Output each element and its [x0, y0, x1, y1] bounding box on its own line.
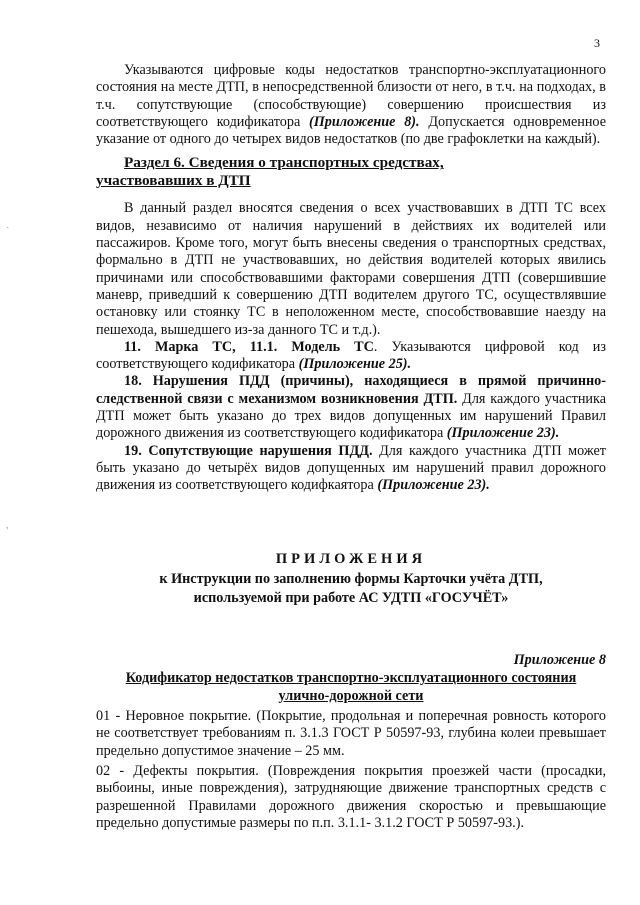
- section-6-heading: Раздел 6. Сведения о транспортных средствах, участвовавших в ДТП: [96, 154, 444, 190]
- paragraph-item-19: 19. Сопутствующие нарушения ПДД. Для каждого участника ДТП может быть указано до четырёх видов допущенных им нарушений правил дорожного движения из соответствующего кодифкаятора (Приложение 23).: [96, 442, 607, 494]
- page-number: 3: [594, 36, 600, 50]
- margin-mark: ˏ: [6, 218, 10, 229]
- appendix-subtitle: к Инструкции по заполнению формы Карточки учёта ДТП, используемой при работе АС УДТП «ГОСУЧЁТ»: [159, 570, 543, 606]
- annex-8-reference: Приложение 8: [513, 651, 606, 668]
- code-item-02: 02 - Дефекты покрытия. (Повреждения покрытия проезжей части (просадки, выбоины, иные повреждения), затрудняющие движение транспортных средств с разрешенной Правилами дорожного движения скоростью и превышающие предельно допустимые размеры по п.п. 3.1.1- 3.1.2 ГОСТ Р 50597-93.).: [96, 763, 606, 831]
- codifier-title: Кодификатор недостатков транспортно-эксплуатационного состояния улично-дорожной сети: [125, 670, 577, 705]
- paragraph-item-18: 18. Нарушения ПДД (причины), находящиеся в прямой причинно-следственной связи с механизмом возникновения ДТП. Для каждого участника ДТП может быть указано до трех видов допущенных им нарушений Правил дорожного движения из соответствующего кодификатора (Приложение 23).: [96, 373, 606, 442]
- paragraph-section-6-intro: В данный раздел вносятся сведения о всех участвовавших в ДТП ТС всех видов, независимо от наличия нарушений в действиях их водителей или пассажиров. Кроме того, могут быть внесены сведения о транспортных средствах, формально в ДТП не участвовавших, но действия водителей которых явились причинами или способствовавшими факторами совершения ДТП (совершившие маневр, приведший к совершению ДТП водителем другого ТС, осуществлявшие остановку или стоянку ТС в неположенном месте, способствовавшие наезду на пешехода, вышедшего из-за данного ТС и т.д.).: [96, 200, 606, 338]
- appendix-title: ПРИЛОЖЕНИЯ: [275, 550, 427, 567]
- document-body: [96, 62, 606, 832]
- paragraph-road-defects: Указываются цифровые коды недостатков транспортно-эксплуатационного состояния на месте ДТП, в непосредственной близости от него, в т.ч. на подходах, в т.ч. сопутствующие (способствующие) совершению происшествия из соответствующего кодификатора (Приложение 8). Допускается одновременное указание от одного до четырех видов недостатков (по две графоклетки на каждый).: [96, 62, 606, 148]
- margin-mark: ,: [6, 520, 9, 531]
- paragraph-item-11: 11. Марка ТС, 11.1. Модель ТС. Указываются цифровой код из соответствующего кодификатора (Приложение 25).: [96, 338, 606, 373]
- code-item-01: 01 - Неровное покрытие. (Покрытие, продольная и поперечная ровность которого не соответствует требованиям п. 3.1.3 ГОСТ Р 50597-93, глубина колеи превышает предельно допустимое значение – 25 мм.: [96, 708, 606, 759]
